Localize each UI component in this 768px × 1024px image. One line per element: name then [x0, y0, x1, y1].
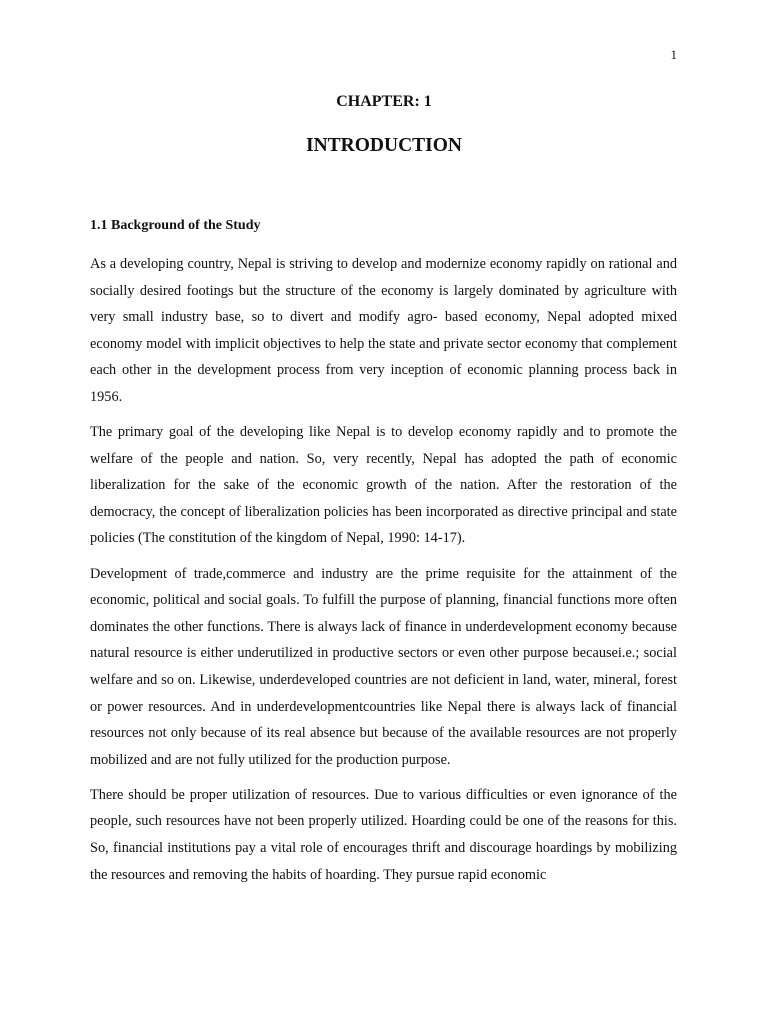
- paragraph-3: Development of trade,commerce and industry are the prime requisite for the attainment of the economic, political and social goals. To fulfill the purpose of planning, financial functions more often dominates the other functions. There is always lack of finance in underdevelopment economy because natural resource is either underutilized in productive sectors or even other purpose becausei.e.; social welfare and so on. Likewise, underdeveloped countries are not deficient in land, water, mineral, forest or power resources. And in underdevelopmentcountries like Nepal there is always lack of financial resources not only because of its real absence but because of the available resources are not properly mobilized and are not fully utilized for the production purpose.: [90, 565, 677, 768]
- paragraph-2: The primary goal of the developing like Nepal is to develop economy rapidly and to promote the welfare of the people and nation. So, very recently, Nepal has adopted the path of economic liberalization for the sake of the economic growth of the nation. After the restoration of the democracy, the concept of liberalization policies has been incorporated as directive principal and state policies (The constitution of the kingdom of Nepal, 1990: 14-17).: [90, 424, 677, 547]
- chapter-label: CHAPTER: 1: [336, 93, 432, 110]
- page-number: 1: [670, 47, 677, 62]
- paragraph-4: There should be proper utilization of resources. Due to various difficulties or even ignorance of the people, such resources have not been properly utilized. Hoarding could be one of the reasons for this. So, financial institutions pay a vital role of encourages thrift and discourage hoardings by mobilizing the resources and removing the habits of hoarding. They pursue rapid economic: [90, 786, 677, 883]
- chapter-title: INTRODUCTION: [305, 135, 463, 156]
- paragraph-1: As a developing country, Nepal is striving to develop and modernize economy rapidly on rational and socially desired footings but the structure of the economy is largely dominated by agriculture with very small industry base, so to divert and modify agro- based economy, Nepal adopted mixed economy model with implicit objectives to help the state and private sector economy that complement each other in the development process from very inception of economic planning process back in 1956.: [90, 256, 677, 405]
- body-text: [90, 251, 677, 897]
- section-heading: 1.1 Background of the Study: [90, 218, 261, 233]
